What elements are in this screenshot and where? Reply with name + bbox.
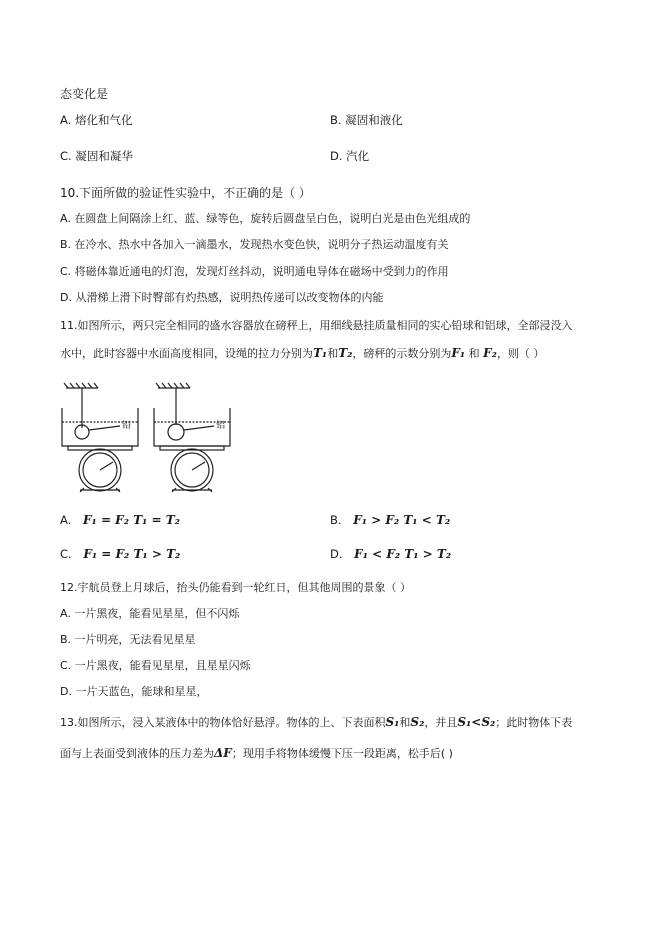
q13-text: 13.如图所示，浸入某液体中的物体恰好悬浮。物体的上、下表面积 [60, 716, 386, 729]
q10-option-a: A. 在圆盘上间隔涂上红、蓝、绿等色，旋转后圆盘呈白色，说明白光是由色光组成的 [60, 212, 471, 225]
q11-f2: F₂ [483, 346, 497, 360]
q13-stem-line2 [60, 746, 453, 761]
q9-option-b: B. 凝固和液化 [330, 113, 403, 127]
label-aluminum: 铝 [216, 421, 226, 431]
q10-option-c: C. 将磁体靠近通电的灯泡，发现灯丝抖动，说明通电导体在磁场中受到力的作用 [60, 265, 449, 278]
q11-b-math: F₁ > F₂ T₁ < T₂ [353, 513, 451, 527]
q10-option-d: D. 从滑梯上滑下时臀部有灼热感，说明热传递可以改变物体的内能 [60, 291, 384, 304]
q11-option-b [330, 512, 450, 528]
q11-and: 和 [327, 347, 339, 360]
q13-s1: S₁ [385, 715, 400, 729]
q11-option-d [330, 546, 451, 562]
q12-option-c: C. 一片黑夜，能看见星星，且星星闪烁 [60, 659, 251, 672]
q9-option-a: A. 熔化和气化 [60, 113, 133, 127]
q9-option-d: D. 汽化 [330, 149, 370, 163]
q11-stem-mid: ，磅秤的示数分别为 [352, 347, 452, 360]
aluminum-ball [168, 424, 184, 440]
q13-line1-end: ；此时物体下表 [495, 716, 573, 729]
q11-stem-text: 水中，此时容器中水面高度相同，设绳的拉力分别为 [60, 347, 313, 360]
q11-option-c [60, 546, 180, 562]
q11-f1: F₁ [451, 346, 466, 360]
q13-and: 和 [399, 716, 411, 729]
q13-line2-text: 面与上表面受到液体的压力差为 [60, 747, 214, 760]
intro-text: 态变化是 [60, 87, 109, 101]
q11-d-math: F₁ < F₂ T₁ > T₂ [354, 547, 452, 561]
q11-figure [58, 382, 258, 498]
q11-d-label: D. [330, 547, 343, 561]
q11-t1: T₁ [313, 346, 328, 360]
q11-a-math: F₁ = F₂ T₁ = T₂ [82, 513, 180, 527]
q10-stem: 10.下面所做的验证性实验中，不正确的是（ ） [60, 186, 311, 200]
q11-c-label: C. [60, 547, 72, 561]
scales-diagram [58, 382, 258, 494]
q11-option-a [60, 512, 180, 528]
q9-option-c: C. 凝固和凝华 [60, 149, 133, 163]
q11-stem-line2 [60, 346, 544, 361]
q13-stem-line1 [60, 715, 572, 730]
q13-inequality: S₁<S₂ [457, 715, 496, 729]
q11-stem-line1: 11.如图所示，两只完全相同的盛水容器放在磅秤上，用细线悬挂质量相同的实心铅球和铝球，全部浸没入 [60, 319, 573, 332]
q11-and-2: 和 [465, 347, 484, 360]
q11-a-label: A. [60, 513, 72, 527]
q12-stem: 12.宇航员登上月球后，抬头仍能看到一轮红日，但其他周围的景象（ ） [60, 581, 411, 594]
q12-option-b: B. 一片明亮，无法看见星星 [60, 633, 196, 646]
q11-b-label: B. [330, 513, 342, 527]
q13-line2-end: ；现用手将物体缓慢下压一段距离，松手后( ) [231, 747, 453, 760]
q12-option-a: A. 一片黑夜，能看见星星，但不闪烁 [60, 607, 240, 620]
q13-mid: ，并且 [424, 716, 458, 729]
q12-option-d: D. 一片天蓝色，能球和星星， [60, 685, 208, 698]
q13-delta-f: ΔF [214, 746, 232, 760]
q11-c-math: F₁ = F₂ T₁ > T₂ [83, 547, 181, 561]
q11-stem-end: ，则（ ） [496, 347, 545, 360]
q13-s2: S₂ [410, 715, 425, 729]
q11-t2: T₂ [338, 346, 353, 360]
q10-option-b: B. 在冷水、热水中各加入一滴墨水，发现热水变色快，说明分子热运动温度有关 [60, 238, 449, 251]
label-lead: 铅 [122, 421, 132, 431]
